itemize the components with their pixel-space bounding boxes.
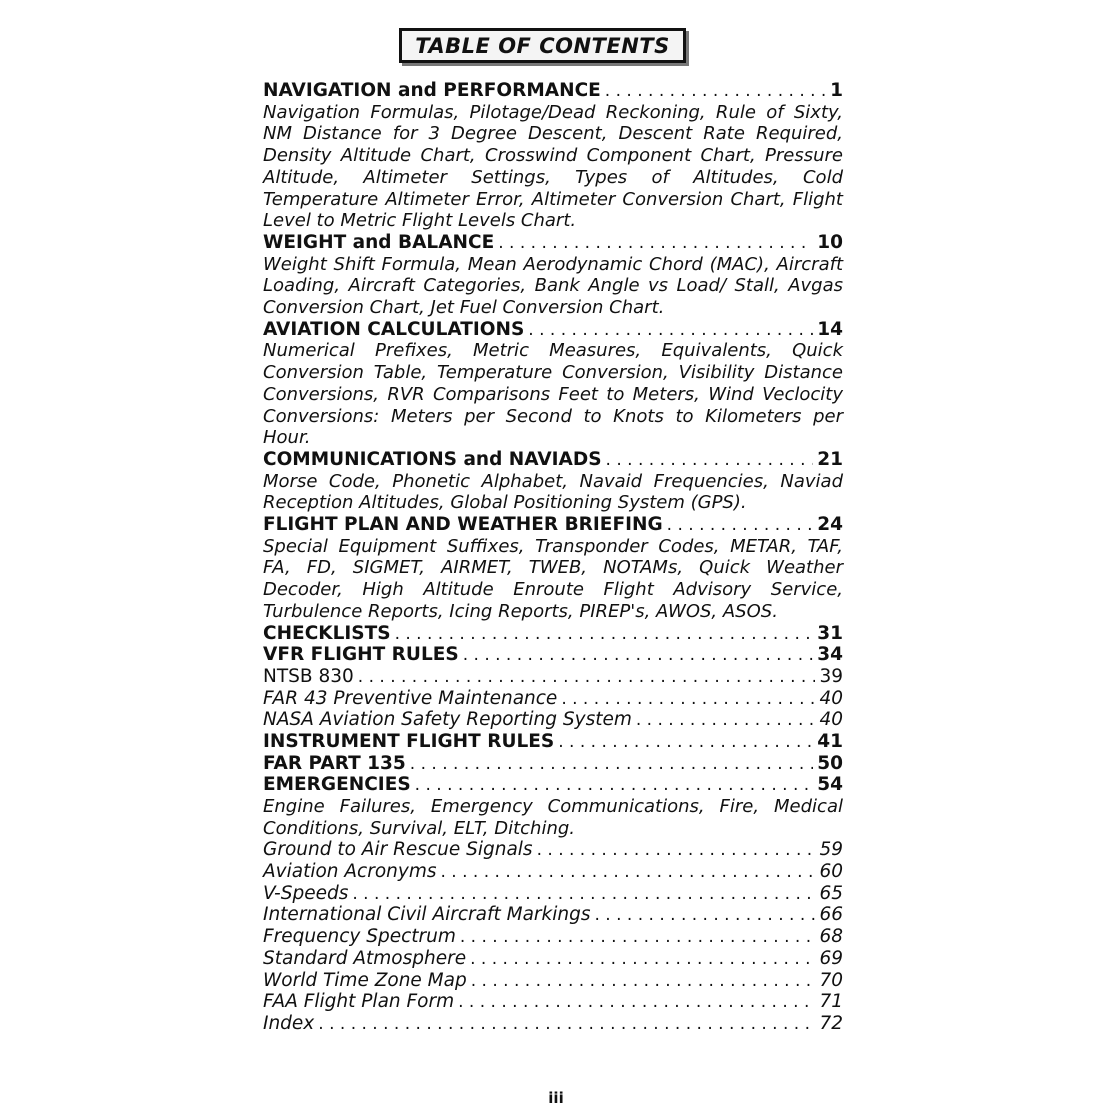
toc-entry-title: WEIGHT and BALANCE <box>263 231 495 253</box>
toc-entry-title: COMMUNICATIONS and NAVIADS <box>263 448 602 470</box>
toc-entry-title: AVIATION CALCULATIONS <box>263 318 525 340</box>
toc-entry-page: 50 <box>817 752 843 774</box>
toc-entry-page: 10 <box>817 231 843 253</box>
toc-entry[interactable] <box>263 644 843 666</box>
toc-entry-title: World Time Zone Map <box>263 969 467 991</box>
toc-description: Weight Shift Formula, Mean Aerodynamic Chord (MAC), Aircraft Loading, Aircraft Categories, Bank Angle vs Load/ Stall, Avgas Conversion Chart, Jet Fuel Conversion Chart. <box>263 253 843 318</box>
toc-entry-page: 41 <box>817 730 843 752</box>
toc-entry[interactable] <box>263 839 843 861</box>
toc-entry[interactable] <box>263 449 843 471</box>
toc-entry-title: FLIGHT PLAN AND WEATHER BRIEFING <box>263 514 663 535</box>
toc-entry-title: V-Speeds <box>263 882 349 904</box>
toc-entry-title: Standard Atmosphere <box>263 947 467 969</box>
toc-entry[interactable] <box>263 991 843 1013</box>
toc-entry-page: 1 <box>830 80 843 101</box>
dot-leader <box>410 754 813 776</box>
toc-entry-title: VFR FLIGHT RULES <box>263 644 459 666</box>
toc-entry-page: 40 <box>819 687 843 709</box>
toc-entry-title: Index <box>263 1012 315 1034</box>
toc-entry-page: 72 <box>819 1012 843 1034</box>
toc-entry-title: INSTRUMENT FLIGHT RULES <box>263 730 555 752</box>
toc-entry[interactable] <box>263 883 843 905</box>
toc-entry-page: 59 <box>819 839 843 861</box>
toc-entry-title: Aviation Acronyms <box>263 861 437 883</box>
dot-leader <box>358 667 816 689</box>
toc-entry[interactable] <box>263 80 843 102</box>
dot-leader <box>667 515 814 537</box>
dot-leader <box>318 1014 815 1036</box>
dot-leader <box>636 710 816 732</box>
dot-leader <box>463 645 814 667</box>
toc-entry-title: EMERGENCIES <box>263 774 411 796</box>
toc-entry-page: 34 <box>817 644 843 666</box>
toc-entry-page: 24 <box>817 514 843 535</box>
dot-leader <box>558 732 813 754</box>
toc-entry[interactable] <box>263 1013 843 1035</box>
dot-leader <box>606 450 814 472</box>
toc-entry-page: 66 <box>819 904 843 926</box>
dot-leader <box>352 884 815 906</box>
toc-entry[interactable] <box>263 319 843 341</box>
toc-entry[interactable] <box>263 688 843 710</box>
toc-entry-page: 40 <box>819 709 843 731</box>
toc-entry-page: 71 <box>819 991 843 1013</box>
toc-list <box>263 80 843 1035</box>
toc-entry[interactable] <box>263 926 843 948</box>
toc-entry[interactable] <box>263 753 843 775</box>
toc-description: Morse Code, Phonetic Alphabet, Navaid Frequencies, Naviad Reception Altitudes, Global Positioning System (GPS). <box>263 470 843 514</box>
toc-entry[interactable] <box>263 774 843 796</box>
dot-leader <box>498 233 813 255</box>
toc-entry-page: 21 <box>817 448 843 470</box>
toc-entry-title: International Civil Aircraft Markings <box>263 904 591 926</box>
toc-entry-title: FAA Flight Plan Form <box>263 991 455 1013</box>
dot-leader <box>458 992 815 1014</box>
toc-entry-page: 68 <box>819 926 843 948</box>
toc-entry[interactable] <box>263 861 843 883</box>
dot-leader <box>415 775 814 797</box>
toc-entry[interactable] <box>263 709 843 731</box>
dot-leader <box>471 971 816 993</box>
dot-leader <box>594 905 815 927</box>
toc-entry-title: FAR 43 Preventive Maintenance <box>263 687 558 709</box>
toc-description: Engine Failures, Emergency Communications, Fire, Medical Conditions, Survival, ELT, Ditching. <box>263 796 843 839</box>
toc-description: Navigation Formulas, Pilotage/Dead Reckoning, Rule of Sixty, NM Distance for 3 Degree Descent, Descent Rate Required, Density Altitude Chart, Crosswind Component Chart, Pressure Altitude, Altimeter Settings, Types of Altitudes, Cold Temperature Altimeter Error, Altimeter Conversion Chart, Flight Level to Metric Flight Levels Chart. <box>263 101 843 232</box>
toc-description: Numerical Prefixes, Metric Measures, Equivalents, Quick Conversion Table, Temperature Conversion, Visibility Distance Conversions, RVR Comparisons Feet to Meters, Wind Veclocity Conversions: Meters per Second to Knots to Kilometers per Hour. <box>263 340 843 449</box>
toc-entry-page: 31 <box>817 622 843 644</box>
toc-entry[interactable] <box>263 514 843 536</box>
toc-title-text: TABLE OF CONTENTS <box>415 33 670 58</box>
toc-entry[interactable] <box>263 948 843 970</box>
dot-leader <box>537 840 816 862</box>
toc-entry-title: Frequency Spectrum <box>263 926 456 948</box>
dot-leader <box>528 320 813 342</box>
dot-leader <box>470 949 815 971</box>
toc-entry-title: Ground to Air Rescue Signals <box>263 839 533 861</box>
dot-leader <box>460 927 816 949</box>
toc-entry[interactable] <box>263 904 843 926</box>
toc-entry-page: 60 <box>819 861 843 883</box>
toc-entry[interactable] <box>263 731 843 753</box>
toc-entry-page: 39 <box>819 665 843 687</box>
toc-entry-page: 65 <box>819 882 843 904</box>
toc-entry[interactable] <box>263 666 843 688</box>
toc-entry-title: NTSB 830 <box>263 665 354 687</box>
dot-leader <box>440 862 815 884</box>
toc-entry[interactable] <box>263 623 843 645</box>
toc-entry-title: NASA Aviation Safety Reporting System <box>263 709 632 731</box>
toc-entry-title: NAVIGATION and PERFORMANCE <box>263 80 601 101</box>
toc-entry-page: 14 <box>817 318 843 340</box>
toc-entry[interactable] <box>263 970 843 992</box>
toc-entry-page: 54 <box>817 774 843 796</box>
toc-description: Special Equipment Suffixes, Transponder Codes, METAR, TAF, FA, FD, SIGMET, AIRMET, TWEB, NOTAMs, Quick Weather Decoder, High Altitude Enroute Flight Advisory Service, Turbulence Reports, Icing Reports, PIREP's, AWOS, ASOS. <box>263 535 843 622</box>
toc-entry-page: 69 <box>819 947 843 969</box>
toc-entry-title: CHECKLISTS <box>263 622 391 644</box>
toc-title <box>399 28 686 63</box>
dot-leader <box>605 81 826 103</box>
toc-entry-page: 70 <box>819 969 843 991</box>
toc-entry[interactable] <box>263 232 843 254</box>
dot-leader <box>395 624 814 646</box>
toc-entry-title: FAR PART 135 <box>263 752 406 774</box>
page-number: iii <box>548 1089 564 1107</box>
dot-leader <box>561 689 815 711</box>
